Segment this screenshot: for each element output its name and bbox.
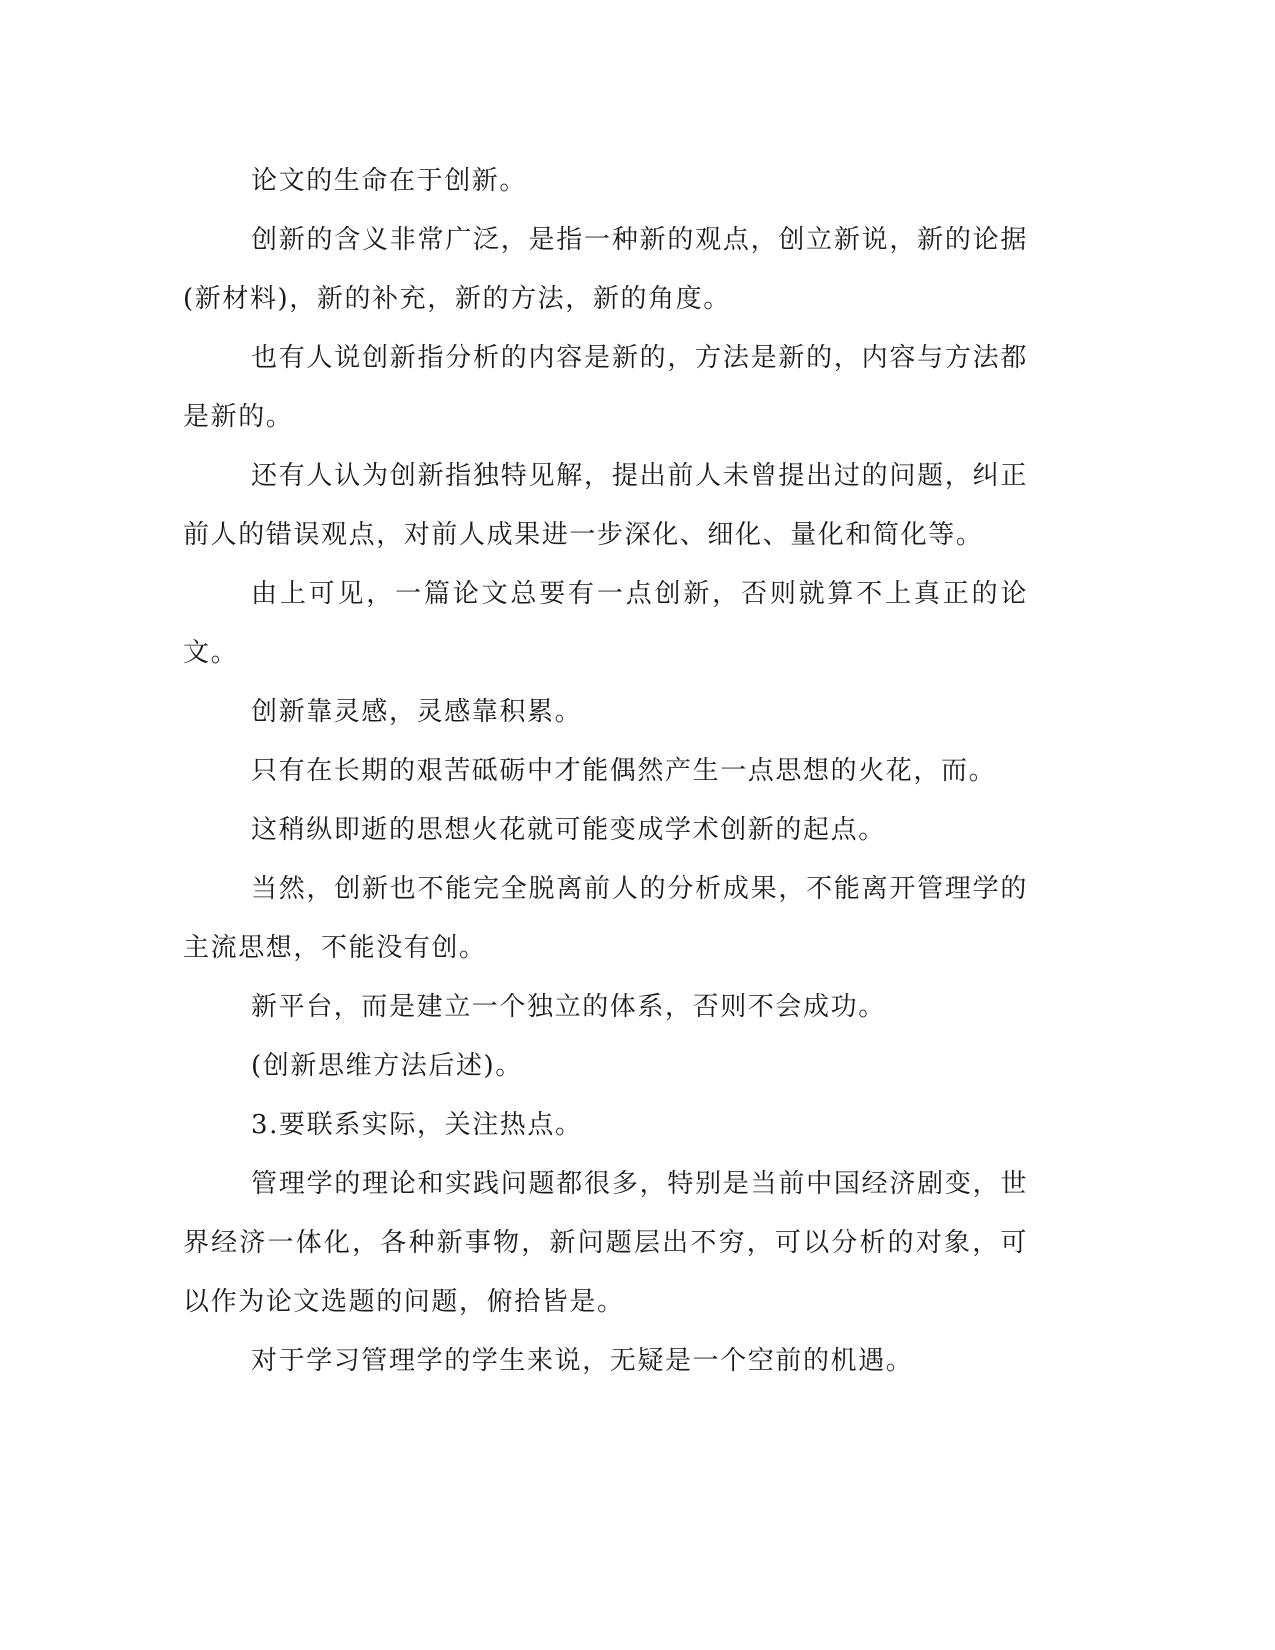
- paragraph: 新平台，而是建立一个独立的体系，否则不会成功。: [251, 992, 886, 1022]
- paragraph: 也有人说创新指分析的内容是新的，方法是新的，内容与方法都是新的。: [183, 343, 1028, 432]
- paragraph: 还有人认为创新指独特见解，提出前人未曾提出过的问题，纠正前人的错误观点，对前人成果进一步深化、细化、量化和简化等。: [183, 461, 1028, 550]
- paragraph: (创新思维方法后述)。: [251, 1051, 523, 1081]
- paragraph: 这稍纵即逝的思想火花就可能变成学术创新的起点。: [251, 815, 886, 845]
- paragraph: 3.要联系实际，关注热点。: [251, 1110, 583, 1140]
- paragraph: 只有在长期的艰苦砥砺中才能偶然产生一点思想的火花，而。: [251, 756, 997, 786]
- paragraph: 创新靠灵感，灵感靠积累。: [251, 697, 583, 727]
- document-body: [183, 152, 1028, 1391]
- paragraph: 论文的生命在于创新。: [251, 166, 528, 196]
- paragraph: 由上可见，一篇论文总要有一点创新，否则就算不上真正的论文。: [183, 579, 1028, 668]
- paragraph: 当然，创新也不能完全脱离前人的分析成果，不能离开管理学的主流思想，不能没有创。: [183, 874, 1028, 963]
- paragraph: 创新的含义非常广泛，是指一种新的观点，创立新说，新的论据(新材料)，新的补充，新的方法，新的角度。: [183, 225, 1028, 314]
- paragraph: 对于学习管理学的学生来说，无疑是一个空前的机遇。: [251, 1346, 914, 1376]
- paragraph: 管理学的理论和实践问题都很多，特别是当前中国经济剧变，世界经济一体化，各种新事物，新问题层出不穷，可以分析的对象，可以作为论文选题的问题，俯拾皆是。: [183, 1169, 1028, 1317]
